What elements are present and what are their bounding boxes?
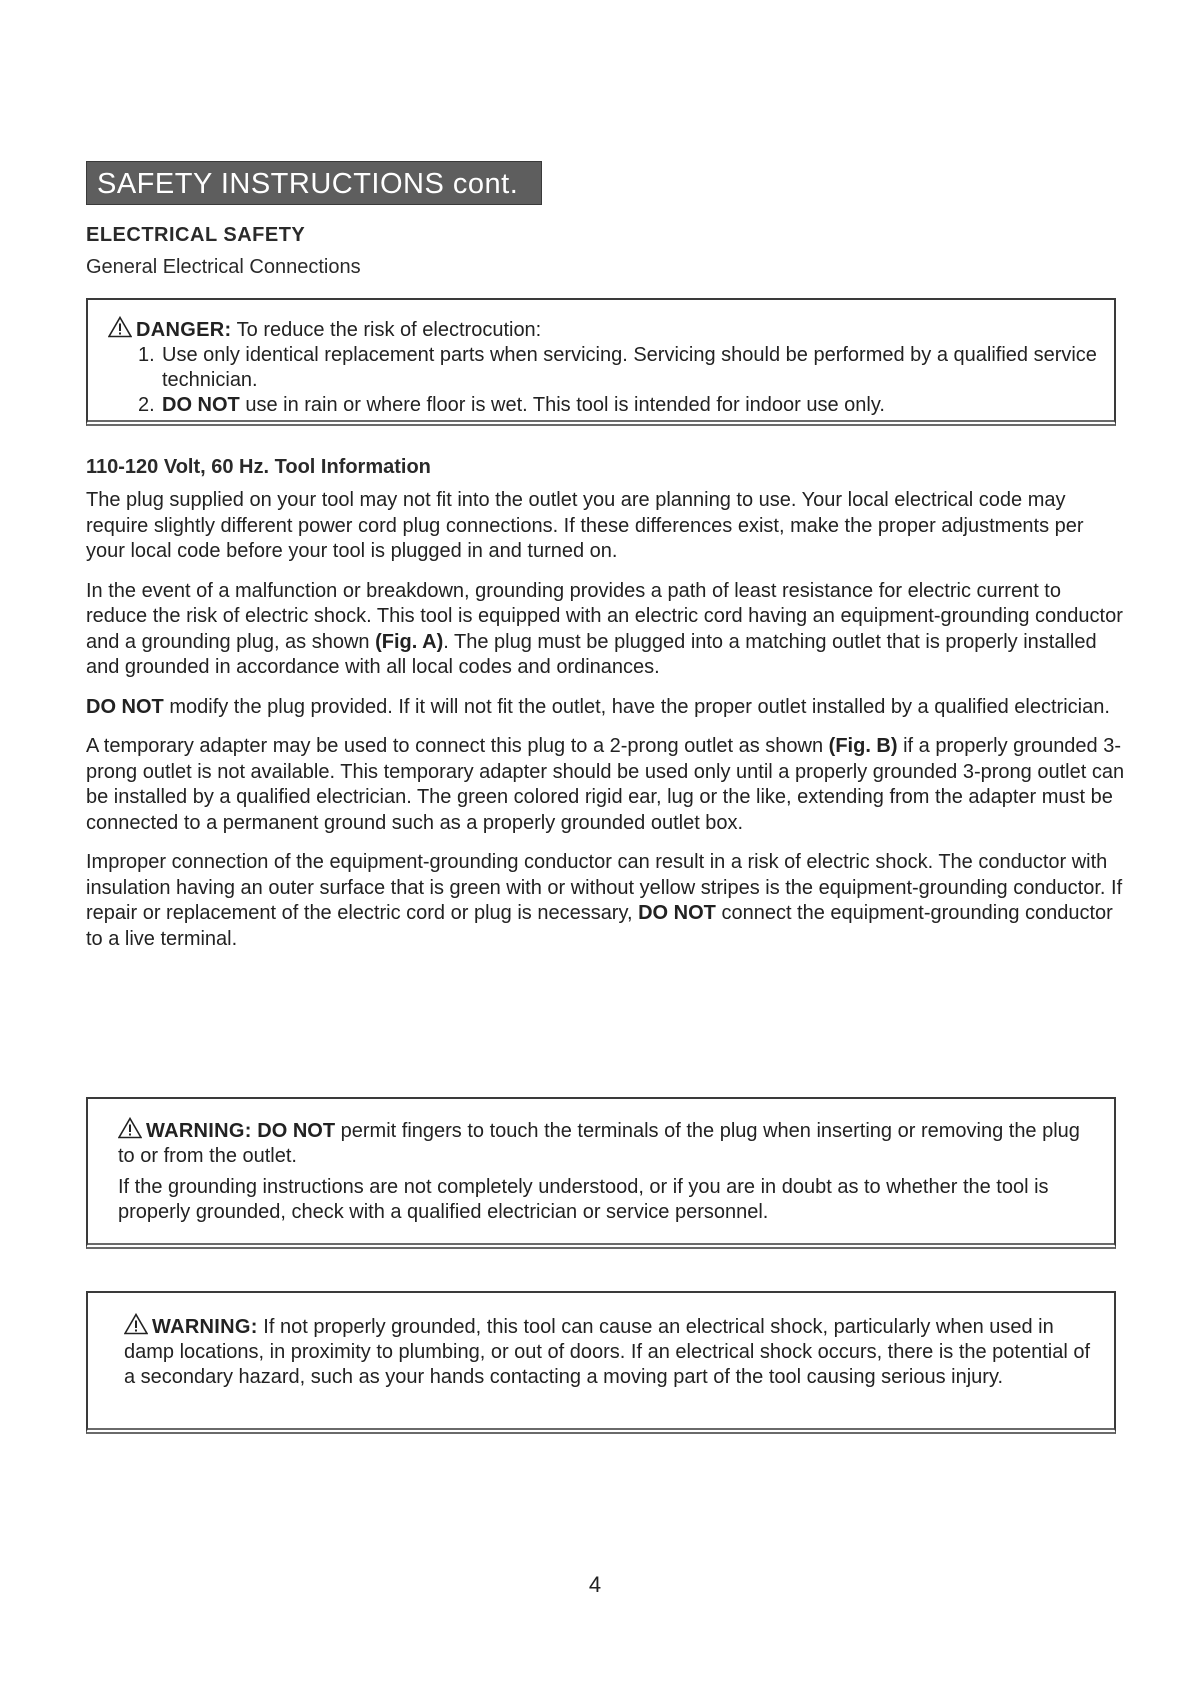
- section-subheading: General Electrical Connections: [86, 256, 361, 278]
- danger-intro: [108, 316, 1104, 343]
- paragraph-plug-fit: The plug supplied on your tool may not fit into the outlet you are planning to use. Your local electrical code may require slightly different power cord plug connections. If these differences exist, make the proper adjustments per your local code before your tool is plugged in and turned on.: [86, 489, 1084, 562]
- paragraph-adapter: [86, 734, 1126, 836]
- warning-box-grounding: [86, 1291, 1116, 1434]
- paragraph-text: In the event of a malfunction or breakdown, grounding provides a path of least resistance for electric current to reduce the risk of electric shock. This tool is equipped with an electric cord having an equipment-grounding conductor and a grounding plug, as shown: [86, 579, 1123, 653]
- danger-box: [86, 298, 1116, 426]
- paragraph-grounding: [86, 579, 1126, 681]
- warning-triangle-icon: [108, 316, 132, 338]
- page-number: 4: [588, 1572, 602, 1597]
- do-not-emphasis: DO NOT: [257, 1120, 336, 1142]
- paragraph-text: modify the plug provided. If it will not fit the outlet, have the proper outlet installed by a qualified electrician.: [169, 695, 1110, 718]
- danger-item-2: [108, 393, 1104, 418]
- figure-ref-a: (Fig. A): [375, 630, 444, 653]
- warning-triangle-icon: [124, 1313, 148, 1335]
- warning-text: [124, 1313, 1094, 1390]
- paragraph-improper-connection: [86, 850, 1126, 952]
- warning-box-fingers: [86, 1097, 1116, 1249]
- paragraph-text: if a properly grounded 3-prong outlet is not available. This temporary adapter should be used only until a properly grounded 3-prong outlet can be installed by a qualified electrician. The green colored rigid ear, lug or the like, extending from the adapter must be connected to a permanent ground such as a properly grounded outlet box.: [86, 735, 1125, 834]
- paragraph-text: . The plug must be plugged into a matching outlet that is properly installed and grounded in accordance with all local codes and ordinances.: [86, 630, 1097, 678]
- tool-info-body: [86, 488, 1126, 966]
- figure-ref-b: (Fig. B): [828, 735, 898, 757]
- warning-text: [118, 1117, 1094, 1169]
- paragraph-text: connect the equipment-grounding conductor to a live terminal.: [86, 902, 1113, 950]
- warning-label: WARNING:: [146, 1120, 252, 1142]
- danger-item-text: Use only identical replacement parts when servicing. Servicing should be performed by a qualified service technician.: [162, 344, 1097, 391]
- danger-label: DANGER:: [136, 319, 232, 341]
- do-not-emphasis: DO NOT: [86, 695, 164, 718]
- warning-label: WARNING:: [152, 1316, 258, 1338]
- section-banner: SAFETY INSTRUCTIONS cont.: [86, 161, 542, 205]
- danger-intro-text: To reduce the risk of electrocution:: [236, 319, 542, 341]
- paragraph-text: Improper connection of the equipment-grounding conductor can result in a risk of electric shock. The conductor with insulation having an outer surface that is green with or without yellow stripes is the equipment-grounding conductor. If repair or replacement of the electric cord or plug is necessary,: [86, 851, 1123, 924]
- warning-body: If not properly grounded, this tool can cause an electrical shock, particularly when used in damp locations, in proximity to plumbing, or out of doors. If an electrical shock occurs, there is the potential of a secondary hazard, such as your hands contacting a moving part of the tool causing serious injury.: [124, 1316, 1091, 1388]
- do-not-emphasis: DO NOT: [638, 902, 716, 924]
- danger-item-number: 2.: [138, 394, 155, 416]
- danger-item-emphasis: DO NOT: [162, 394, 240, 416]
- tool-info-heading: 110-120 Volt, 60 Hz. Tool Information: [86, 456, 431, 478]
- paragraph-text: A temporary adapter may be used to connect this plug to a 2-prong outlet as shown: [86, 735, 824, 757]
- danger-item-1: [108, 343, 1104, 393]
- danger-item-number: 1.: [138, 344, 155, 366]
- warning-body: permit fingers to touch the terminals of the plug when inserting or removing the plug to or from the outlet.: [118, 1120, 1080, 1167]
- warning-triangle-icon: [118, 1117, 142, 1139]
- danger-item-text: use in rain or where floor is wet. This tool is intended for indoor use only.: [245, 394, 885, 416]
- warning-grounding-doubt: If the grounding instructions are not completely understood, or if you are in doubt as to whether the tool is properly grounded, check with a qualified electrician or service personnel.: [118, 1176, 1049, 1223]
- section-heading: ELECTRICAL SAFETY: [86, 224, 306, 246]
- paragraph-modify: [86, 695, 1126, 721]
